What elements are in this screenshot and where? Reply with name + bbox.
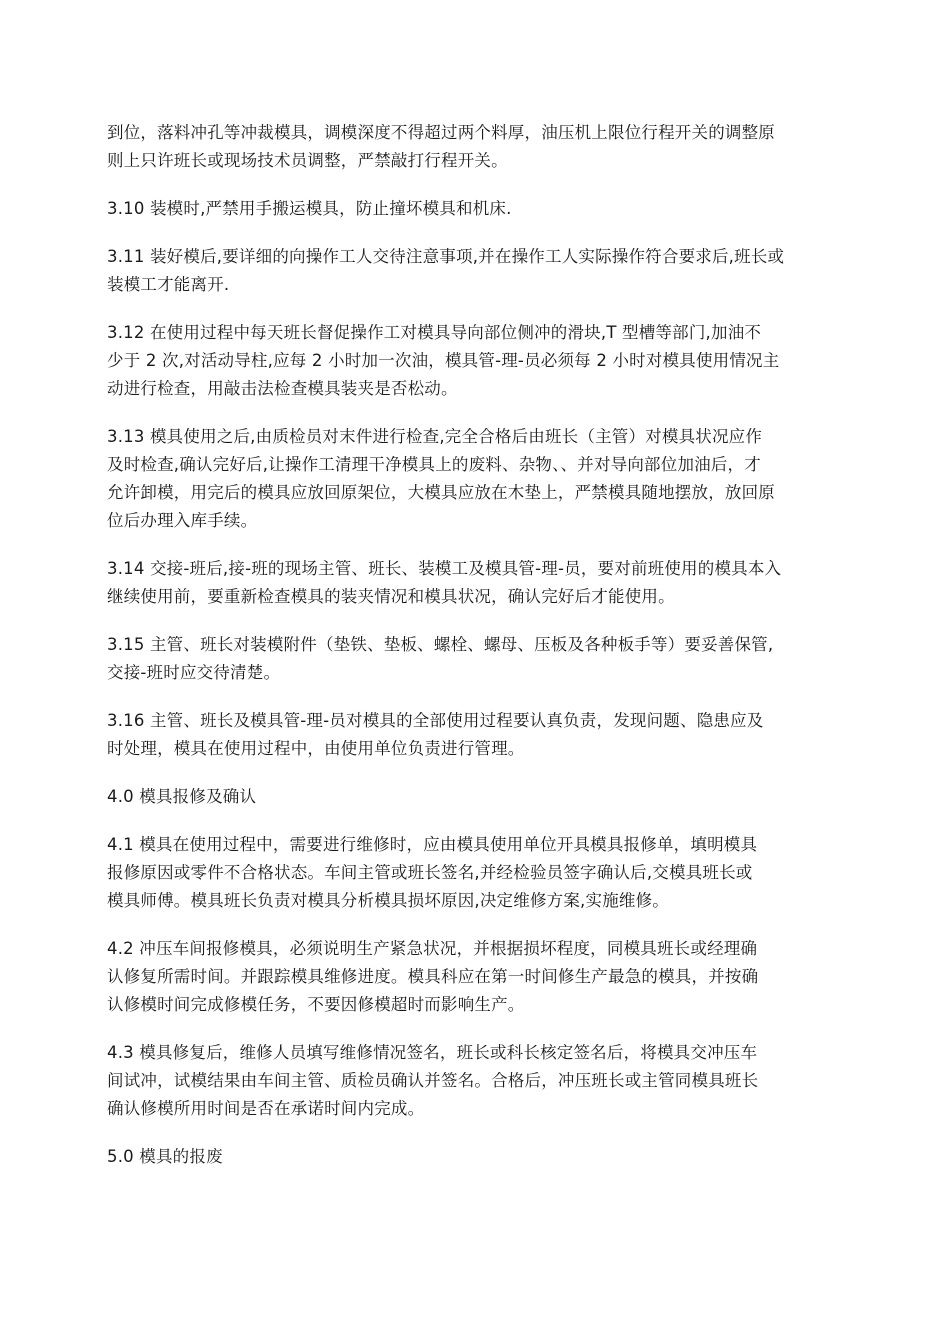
paragraph-4-3 — [107, 1039, 845, 1123]
text-line: 装模工才能离开. — [107, 275, 230, 294]
text-line: 认修复所需时间。并跟踪模具维修进度。模具科应在第一时间修生产最急的模具，并按确 — [107, 967, 759, 986]
paragraph-die-adjustment — [107, 119, 845, 175]
text-line: 少于 2 次,对活动导柱,应每 2 小时加一次油，模具管-理-员必须每 2 小时对模具使用情况主 — [107, 351, 780, 370]
text-line: 3.11 装好模后,要详细的向操作工人交待注意事项,并在操作工人实际操作符合要求后,班长或 — [107, 247, 785, 266]
text-line: 3.14 交接-班后,接-班的现场主管、班长、装模工及模具管-理-员，要对前班使用的模具本入 — [107, 559, 782, 578]
text-line: 认修模时间完成修模任务，不要因修模超时而影响生产。 — [107, 995, 525, 1014]
heading-text: 4.0 模具报修及确认 — [107, 787, 257, 806]
paragraph-3-15 — [107, 631, 845, 687]
paragraph-4-1 — [107, 831, 845, 915]
paragraph-4-2 — [107, 935, 845, 1019]
text-line: 4.1 模具在使用过程中，需要进行维修时，应由模具使用单位开具模具报修单，填明模具 — [107, 835, 758, 854]
text-line: 报修原因或零件不合格状态。车间主管或班长签名,并经检验员签字确认后,交模具班长或 — [107, 863, 753, 882]
text-line: 4.2 冲压车间报修模具，必须说明生产紧急状况，并根据损坏程度，同模具班长或经理确 — [107, 939, 758, 958]
text-line: 及时检查,确认完好后,让操作工清理干净模具上的废料、杂物、、并对导向部位加油后，才 — [107, 455, 761, 474]
text-line: 模具师傅。模具班长负责对模具分析模具损坏原因,决定维修方案,实施维修。 — [107, 891, 669, 910]
section-heading-5-0 — [107, 1143, 845, 1171]
section-heading-4-0 — [107, 783, 845, 811]
text-line: 继续使用前，要重新检查模具的装夹情况和模具状况，确认完好后才能使用。 — [107, 587, 675, 606]
text-line: 交接-班时应交待清楚。 — [107, 663, 281, 682]
text-line: 间试冲，试模结果由车间主管、质检员确认并签名。合格后，冲压班长或主管同模具班长 — [107, 1071, 759, 1090]
text-line: 动进行检查，用敲击法检查模具装夹是否松动。 — [107, 379, 458, 398]
text-line: 3.12 在使用过程中每天班长督促操作工对模具导向部位侧冲的滑块,T 型槽等部门,加油不 — [107, 323, 762, 342]
text-line: 3.10 装模时,严禁用手搬运模具，防止撞坏模具和机床. — [107, 199, 512, 218]
paragraph-3-13 — [107, 423, 845, 535]
document-body — [107, 119, 845, 1191]
text-line: 时处理，模具在使用过程中，由使用单位负责进行管理。 — [107, 739, 525, 758]
paragraph-3-11 — [107, 243, 845, 299]
paragraph-3-12 — [107, 319, 845, 403]
paragraph-3-10 — [107, 195, 845, 223]
text-line: 3.15 主管、班长对装模附件（垫铁、垫板、螺栓、螺母、压板及各种板手等）要妥善保管, — [107, 635, 774, 654]
text-line: 则上只许班长或现场技术员调整，严禁敲打行程开关。 — [107, 151, 508, 170]
text-line: 位后办理入库手续。 — [107, 511, 258, 530]
text-line: 3.13 模具使用之后,由质检员对末件进行检查,完全合格后由班长（主管）对模具状况应作 — [107, 427, 763, 446]
paragraph-3-14 — [107, 555, 845, 611]
text-line: 4.3 模具修复后，维修人员填写维修情况签名，班长或科长核定签名后，将模具交冲压车 — [107, 1043, 758, 1062]
heading-text: 5.0 模具的报废 — [107, 1147, 223, 1166]
paragraph-3-16 — [107, 707, 845, 763]
text-line: 确认修模所用时间是否在承诺时间内完成。 — [107, 1099, 425, 1118]
text-line: 允许卸模，用完后的模具应放回原架位，大模具应放在木垫上，严禁模具随地摆放，放回原 — [107, 483, 775, 502]
text-line: 3.16 主管、班长及模具管-理-员对模具的全部使用过程要认真负责，发现问题、隐患应及 — [107, 711, 764, 730]
text-line: 到位，落料冲孔等冲裁模具，调模深度不得超过两个料厚，油压机上限位行程开关的调整原 — [107, 123, 775, 142]
